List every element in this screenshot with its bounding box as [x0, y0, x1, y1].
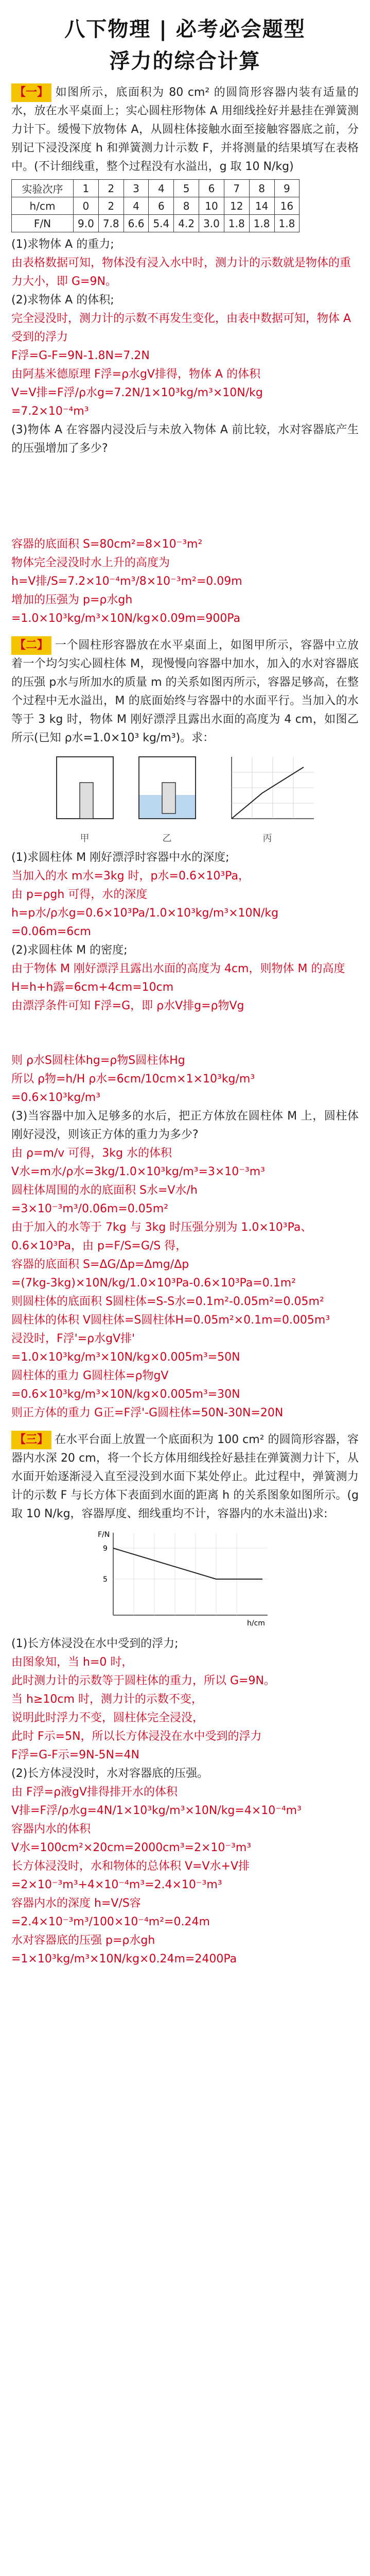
answer-line: 由阿基米德原理 F浮=ρ水gV排得，物体 A 的体积 — [11, 368, 261, 381]
table-cell: 6 — [149, 197, 174, 215]
question-1 — [11, 83, 359, 628]
q2-sub2-question: (2)求圆柱体 M 的密度; — [11, 944, 128, 957]
table-cell: 10 — [199, 197, 224, 215]
table-cell: 7 — [224, 180, 249, 197]
table-cell: h/cm — [12, 197, 74, 215]
answer-line: 增加的压强为 p=ρ水gh — [11, 594, 133, 606]
answer-line: 则圆柱体的底面积 S圆柱体=S-S水=0.1m²-0.05m²=0.05m² — [11, 1295, 324, 1308]
answer-line: 所以 ρ物=h/H ρ水=6cm/10cm×1×10³kg/m³ — [11, 1073, 255, 1086]
answer-line: =1.0×10³kg/m³×10N/kg×0.09m=900Pa — [11, 612, 241, 625]
q2-sub3-question: (3)当容器中加入足够多的水后，把正方体放在圆柱体 M 上，圆柱体刚好浸没，则该正方体的重力为多少? — [11, 1110, 359, 1141]
figure-c — [216, 752, 319, 844]
table-cell: 6 — [199, 180, 224, 197]
q2-sub1-question: (1)求圆柱体 M 刚好漂浮时容器中水的深度; — [11, 851, 230, 864]
answer-line: F浮=G-F=9N-1.8N=7.2N — [11, 349, 150, 362]
q1-sub1-question: (1)求物体 A 的重力; — [11, 238, 114, 251]
table-cell: 1.8 — [224, 215, 249, 232]
answer-line: 容器的底面积 S=80cm²=8×10⁻³m² — [11, 538, 203, 551]
q1-sub3-question: (3)物体 A 在容器内浸没后与未放入物体 A 前比较，水对容器底产生的压强增加了多少? — [11, 423, 359, 455]
container-diagram-a — [51, 752, 118, 829]
table-cell: F/N — [12, 215, 74, 232]
answer-line: 由 F浮=ρ液gV排得排开水的体积 — [11, 1786, 178, 1799]
answer-line: 物体完全浸没时水上升的高度为 — [11, 556, 170, 569]
figure-row — [11, 752, 359, 844]
q1-sub1-answer: 由表格数据可知，物体没有浸入水中时，测力计的示数就是物体的重力大小，即 G=9N。 — [11, 257, 351, 288]
title-block — [11, 0, 359, 77]
answer-line: 圆柱体的重力 G圆柱体=ρ物gV — [11, 1369, 169, 1382]
figure-caption: 甲 — [80, 833, 90, 844]
table-cell: 2 — [98, 180, 124, 197]
question-1-text: 如图所示，底面积为 80 cm² 的圆筒形容器内装有适量的水，放在水平桌面上；实心圆柱形物体 A 用细线拴好并悬挂在弹簧测力计下。缓慢下放物体 A，从圆柱体接触水面至接触容器底之前，分别记下浸没深度 h 和弹簧测力计示数 F，并将测量的结果填写在表格中。(不计细线重，整个过程没有水溢出，g 取 10 N/kg) — [11, 86, 359, 173]
table-cell: 8 — [174, 197, 199, 215]
answer-line: =0.06m=6cm — [11, 925, 91, 938]
answer-line: =3×10⁻³m³/0.06m=0.05m² — [11, 1202, 169, 1215]
answer-line: 说明此时浮力不变，圆柱体完全浸没， — [11, 1711, 204, 1724]
answer-line: 浸没时，F浮'=ρ水gV排' — [11, 1332, 135, 1345]
answer-line: V排=F浮/ρ水g=4N/1×10³kg/m³×10N/kg=4×10⁻⁴m³ — [11, 1804, 302, 1817]
force-depth-graph — [93, 1528, 278, 1631]
answer-line: 水对容器底的压强 p=ρ水gh — [11, 1934, 155, 1947]
answer-line: 容器的底面积 S=ΔG/Δp=Δmg/Δp — [11, 1258, 189, 1271]
answer-line: =2×10⁻³m³+4×10⁻⁴m³=2.4×10⁻³m³ — [11, 1878, 222, 1891]
q1-sub2-question: (2)求物体 A 的体积; — [11, 294, 114, 307]
answer-line: h=p水/ρ水g=0.6×10³Pa/1.0×10³kg/m³×10N/kg — [11, 907, 279, 920]
answer-line: 此时 F示=5N，所以长方体浸没在水中受到的浮力 — [11, 1730, 262, 1743]
table-cell: 0 — [74, 197, 99, 215]
table-cell: 2 — [98, 197, 124, 215]
answer-line: V=V排=F浮/ρ水g=7.2N/1×10³kg/m³×10N/kg — [11, 386, 263, 399]
table-cell: 3.0 — [199, 215, 224, 232]
page-subtitle: 浮力的综合计算 — [109, 49, 261, 73]
answer-line: h=V排/S=7.2×10⁻⁴m³/8×10⁻³m²=0.09m — [11, 575, 242, 588]
answer-line: =1×10³kg/m³×10N/kg×0.24m=2400Pa — [11, 1953, 237, 1965]
table-cell: 16 — [274, 197, 299, 215]
answer-line: 圆柱体周围的水的底面积 S水=V水/h — [11, 1184, 198, 1197]
answer-line: 由于物体 M 刚好漂浮且露出水面的高度为 4cm，则物体 M 的高度 H=h+h露=6cm+4cm=10cm — [11, 962, 345, 994]
answer-line: V水=m水/ρ水=3kg/1.0×10³kg/m³=3×10⁻³m³ — [11, 1165, 265, 1178]
answer-line: =2.4×10⁻³m³/100×10⁻⁴m²=0.24m — [11, 1916, 210, 1928]
table-cell: 3 — [124, 180, 149, 197]
y-tick: 5 — [102, 1575, 108, 1584]
answer-line: =0.6×10³kg/m³×10N/kg×0.005m³=30N — [11, 1388, 240, 1401]
question-3 — [11, 1431, 359, 1969]
question-1-tag: 【一】 — [11, 83, 51, 102]
table-cell: 1.8 — [249, 215, 274, 232]
table-cell: 9.0 — [74, 215, 99, 232]
answer-line: 当加入的水 m水=3kg 时，p水=0.6×10³Pa， — [11, 870, 250, 883]
table-cell: 4 — [149, 180, 174, 197]
question-2 — [11, 636, 359, 1422]
y-axis-label: F/N — [97, 1531, 110, 1539]
answer-line: =(7kg-3kg)×10N/kg/1.0×10³Pa-0.6×10³Pa=0.1m² — [11, 1277, 296, 1290]
figure-b — [134, 752, 201, 844]
table-cell: 5.4 — [149, 215, 174, 232]
table-cell: 8 — [249, 180, 274, 197]
table-row — [12, 197, 299, 215]
page-title: 八下物理 | 必考必会题型 — [64, 18, 306, 41]
table-cell: 1 — [74, 180, 99, 197]
q3-sub2-question: (2)长方体浸没时，水对容器底的压强。 — [11, 1767, 209, 1780]
answer-line: 由图象知，当 h=0 时， — [11, 1656, 133, 1669]
table-cell: 6.6 — [124, 215, 149, 232]
answer-line: =0.6×10³kg/m³ — [11, 1091, 101, 1104]
q3-sub1-question: (1)长方体浸没在水中受到的浮力; — [11, 1637, 179, 1650]
table-row — [12, 180, 299, 197]
answer-line: 当 h≥10cm 时，测力计的示数不变， — [11, 1693, 203, 1706]
figure-caption: 乙 — [162, 833, 172, 844]
table-cell: 1.8 — [274, 215, 299, 232]
answer-line: =7.2×10⁻⁴m³ — [11, 405, 89, 418]
answer-line: 由于加入的水等于 7kg 与 3kg 时压强分别为 1.0×10³Pa、0.6×10³Pa，由 p=F/S=G/S 得， — [11, 1221, 312, 1252]
answer-line: 由 ρ=m/v 可得，3kg 水的体积 — [11, 1147, 172, 1160]
answer-line: 长方体浸没时，水和物体的总体积 V=V水+V排 — [11, 1860, 250, 1873]
table-cell: 5 — [174, 180, 199, 197]
answer-line: =1.0×10³kg/m³×10N/kg×0.005m³=50N — [11, 1351, 240, 1364]
table-cell: 4.2 — [174, 215, 199, 232]
table-cell: 实验次序 — [12, 180, 74, 197]
y-tick: 9 — [102, 1545, 108, 1553]
answer-line: 此时测力计的示数等于圆柱体的重力，所以 G=9N。 — [11, 1674, 275, 1687]
answer-line: 圆柱体的体积 V圆柱体=S圆柱体H=0.05m²×0.1m=0.005m³ — [11, 1314, 330, 1327]
pressure-mass-graph — [216, 752, 319, 829]
table-cell: 4 — [124, 197, 149, 215]
answer-line: 完全浸没时，测力计的示数不再发生变化，由表中数据可知，物体 A 受到的浮力 — [11, 312, 351, 344]
answer-line: 则正方体的重力 G正=F浮'-G圆柱体=50N-30N=20N — [11, 1406, 284, 1419]
figure-a — [51, 752, 118, 844]
experiment-table — [11, 179, 299, 232]
question-2-text: 一个圆柱形容器放在水平桌面上，如图甲所示，容器中立放着一个均匀实心圆柱体 M，现慢慢向容器中加水，加入的水对容器底的压强 p水与所加水的质量 m 的关系如图丙所示，容器足够高，在整个过程中无水溢出，M 的底面始终与容器中的水面平行。当加入的水等于 3 kg 时，物体 M 刚好漂浮且露出水面的高度为 4 cm，如图乙所示(已知 ρ水=1.0×10³ kg/m³)。求： — [11, 639, 359, 744]
container-diagram-b — [134, 752, 201, 829]
answer-line: 由 p=ρgh 可得，水的深度 — [11, 888, 148, 901]
question-2-tag: 【二】 — [11, 636, 51, 655]
figure-caption: 丙 — [262, 833, 272, 844]
question-3-text: 在水平台面上放置一个底面积为 100 cm² 的圆筒形容器，容器内水深 20 cm，将一个长方体用细线拴好悬挂在弹簧测力计下，从水面开始逐渐浸入直至浸没到水面下某处停止。此过程中，弹簧测力计的示数 F 与长方体下表面到水面的距离 h 的关系图象如图所示。(g 取 10 N/kg，容器厚度、细线重均不计，容器内的水未溢出)求: — [11, 1433, 359, 1520]
table-cell: 9 — [274, 180, 299, 197]
table-cell: 7.8 — [98, 215, 124, 232]
figure-row — [11, 1528, 359, 1631]
answer-line: 容器内水的深度 h=V/S容 — [11, 1897, 141, 1910]
answer-line: 由漂浮条件可知 F浮=G，即 ρ水V排g=ρ物Vg — [11, 999, 244, 1012]
answer-line: F浮=G-F示=9N-5N=4N — [11, 1749, 139, 1761]
table-row — [12, 215, 299, 232]
table-cell: 12 — [224, 197, 249, 215]
answer-line: 则 ρ水S圆柱体hg=ρ物S圆柱体Hg — [11, 1054, 185, 1067]
x-axis-label: h/cm — [246, 1619, 265, 1628]
answer-line: V水=100cm²×20cm=2000cm³=2×10⁻³m³ — [11, 1841, 252, 1854]
answer-line: 容器内水的体积 — [11, 1823, 91, 1836]
question-3-tag: 【三】 — [11, 1431, 51, 1449]
table-cell: 14 — [249, 197, 274, 215]
